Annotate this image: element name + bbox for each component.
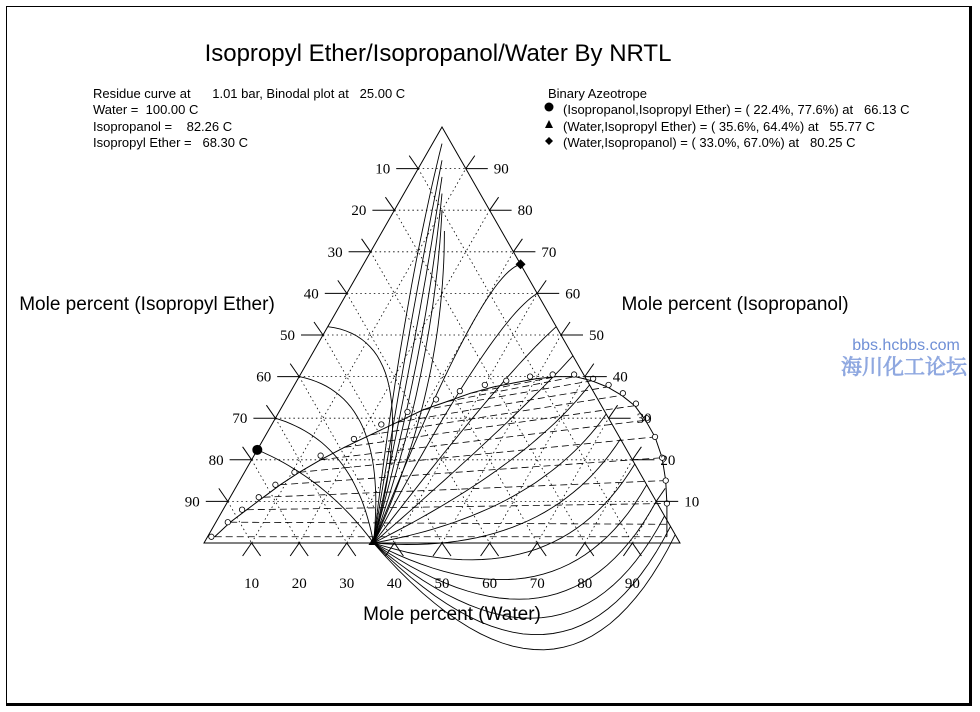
tick-label-right: 90 <box>493 161 509 178</box>
bottom-axis-label: Mole percent (Water) <box>363 604 541 625</box>
tick-left <box>219 488 228 501</box>
tick-label-left: 10 <box>375 161 391 178</box>
tick-right <box>632 447 641 460</box>
left-axis-label: Mole percent (Isopropyl Ether) <box>19 294 275 315</box>
grid-line <box>371 252 538 543</box>
azeotrope-legend <box>545 86 910 150</box>
tick-label-bottom: 20 <box>291 576 307 592</box>
binodal-marker <box>663 478 668 483</box>
tick-label-bottom: 10 <box>244 576 260 592</box>
azeotrope-1-text: (Isopropanol,Isopropyl Ether) = ( 22.4%, 77.6%) at 66.13 C <box>563 102 910 117</box>
residue-curve <box>374 177 443 543</box>
binodal-marker <box>433 397 438 402</box>
tick-bottom <box>481 543 490 556</box>
binodal-marker <box>405 409 410 414</box>
tick-bottom <box>537 543 546 556</box>
tick-label-left: 80 <box>208 452 224 469</box>
tick-bottom <box>490 543 499 556</box>
tick-bottom <box>433 543 442 556</box>
residue-curve <box>374 535 676 650</box>
tick-left <box>385 197 394 210</box>
binodal-marker <box>351 436 356 441</box>
tick-bottom <box>338 543 347 556</box>
tie-line <box>247 503 667 509</box>
binodal-marker <box>225 520 230 525</box>
tie-line <box>423 381 592 410</box>
binodal-curve <box>209 369 670 540</box>
tick-left <box>409 156 418 169</box>
tick-bottom <box>299 543 308 556</box>
tick-label-left: 90 <box>184 494 200 511</box>
tick-bottom <box>623 543 632 556</box>
tick-label-bottom: 50 <box>434 576 450 592</box>
tick-left <box>338 280 347 293</box>
grid-lines <box>228 169 656 543</box>
residue-curve <box>374 160 443 543</box>
binodal-marker <box>292 470 297 475</box>
tick-right <box>490 197 499 210</box>
residue-curve <box>374 439 621 545</box>
tick-label-left: 60 <box>256 369 272 386</box>
binodal-marker <box>273 482 278 487</box>
binodal-marker <box>482 382 487 387</box>
info-line-2: Water = 100.00 C <box>93 102 199 117</box>
residue-curve <box>328 327 393 543</box>
binodal-marker <box>379 422 384 427</box>
tick-label-bottom: 30 <box>339 576 355 592</box>
binodal-marker <box>318 453 323 458</box>
tick-label-right: 10 <box>684 494 700 511</box>
triangle-outline <box>204 127 680 543</box>
binodal-marker <box>633 401 638 406</box>
tick-left <box>290 364 299 377</box>
grid-line <box>442 335 561 543</box>
chart-title: Isopropyl Ether/Isopropanol/Water By NRTL <box>204 40 672 67</box>
legend-circle-marker <box>545 103 554 112</box>
info-line-4: Isopropyl Ether = 68.30 C <box>93 135 249 150</box>
tick-left <box>362 239 371 252</box>
triangle-frame <box>204 127 680 543</box>
tick-left <box>314 322 323 335</box>
residue-curve <box>374 516 665 618</box>
tick-left <box>266 405 275 418</box>
tick-label-right: 20 <box>660 452 676 469</box>
tie-line <box>264 481 666 498</box>
grid-line <box>347 252 514 543</box>
watermark-name: 海川化工论坛 <box>841 355 967 379</box>
tick-label-bottom: 70 <box>529 576 545 592</box>
binodal-marker <box>527 374 532 379</box>
tie-line <box>299 437 655 472</box>
tick-label-right: 80 <box>517 203 533 220</box>
tick-bottom <box>243 543 252 556</box>
binodal-marker <box>606 382 611 387</box>
watermark-site: bbs.hcbbs.com <box>852 337 960 354</box>
legend-triangle-marker <box>545 120 553 128</box>
info-line-3: Isopropanol = 82.26 C <box>93 119 233 134</box>
tick-label-right: 70 <box>541 244 557 261</box>
tick-bottom <box>576 543 585 556</box>
tick-bottom <box>290 543 299 556</box>
tick-label-bottom: 90 <box>624 576 640 592</box>
tick-label-bottom: 80 <box>577 576 593 592</box>
binodal-marker <box>504 378 509 383</box>
binodal-marker <box>571 372 576 377</box>
tick-label-right: 30 <box>636 411 652 428</box>
tick-right <box>513 239 522 252</box>
tick-right <box>537 280 546 293</box>
tick-label-left: 20 <box>351 203 367 220</box>
tie-line <box>280 458 662 485</box>
binodal-marker <box>620 391 625 396</box>
azeotrope-header: Binary Azeotrope <box>548 86 648 101</box>
tick-bottom <box>347 543 356 556</box>
binodal-marker <box>209 534 214 539</box>
azeotrope-circle-marker <box>252 445 262 455</box>
tick-label-bottom: 60 <box>482 576 498 592</box>
tick-label-left: 30 <box>327 244 343 261</box>
grid-line <box>418 169 632 543</box>
right-axis-label: Mole percent (Isopropanol) <box>621 294 849 315</box>
info-line-1: Residue curve at 1.01 bar, Binodal plot at 25.00 C <box>93 86 406 101</box>
binodal-marker <box>652 434 657 439</box>
azeotrope-2-text: (Water,Isopropyl Ether) = ( 35.6%, 64.4%) at 55.77 C <box>563 119 876 134</box>
tick-bottom <box>632 543 641 556</box>
tick-label-left: 50 <box>280 328 295 344</box>
tick-label-right: 40 <box>612 369 628 386</box>
tick-label-right: 50 <box>589 328 604 344</box>
azeotrope-diamond-marker <box>516 259 526 269</box>
binodal-marker <box>550 372 555 377</box>
tick-right <box>656 488 665 501</box>
tick-left <box>243 447 252 460</box>
binodal-marker <box>457 388 462 393</box>
tie-line <box>397 387 608 422</box>
binodal-marker <box>239 507 244 512</box>
tick-bottom <box>442 543 451 556</box>
tick-right <box>585 364 594 377</box>
residue-curve <box>374 485 647 580</box>
tick-bottom <box>252 543 261 556</box>
tick-label-left: 70 <box>232 411 248 428</box>
tick-right <box>466 156 475 169</box>
tick-right <box>609 405 618 418</box>
tick-label-left: 40 <box>303 286 319 303</box>
info-block <box>93 86 405 150</box>
tick-right <box>561 322 570 335</box>
azeotrope-3-text: (Water,Isopropanol) = ( 33.0%, 67.0%) at 80.25 C <box>563 135 856 150</box>
binodal-marker <box>256 495 261 500</box>
tick-label-right: 60 <box>565 286 581 303</box>
tie-line <box>321 420 646 460</box>
tick-label-bottom: 40 <box>386 576 402 592</box>
legend-diamond-marker <box>545 137 553 145</box>
